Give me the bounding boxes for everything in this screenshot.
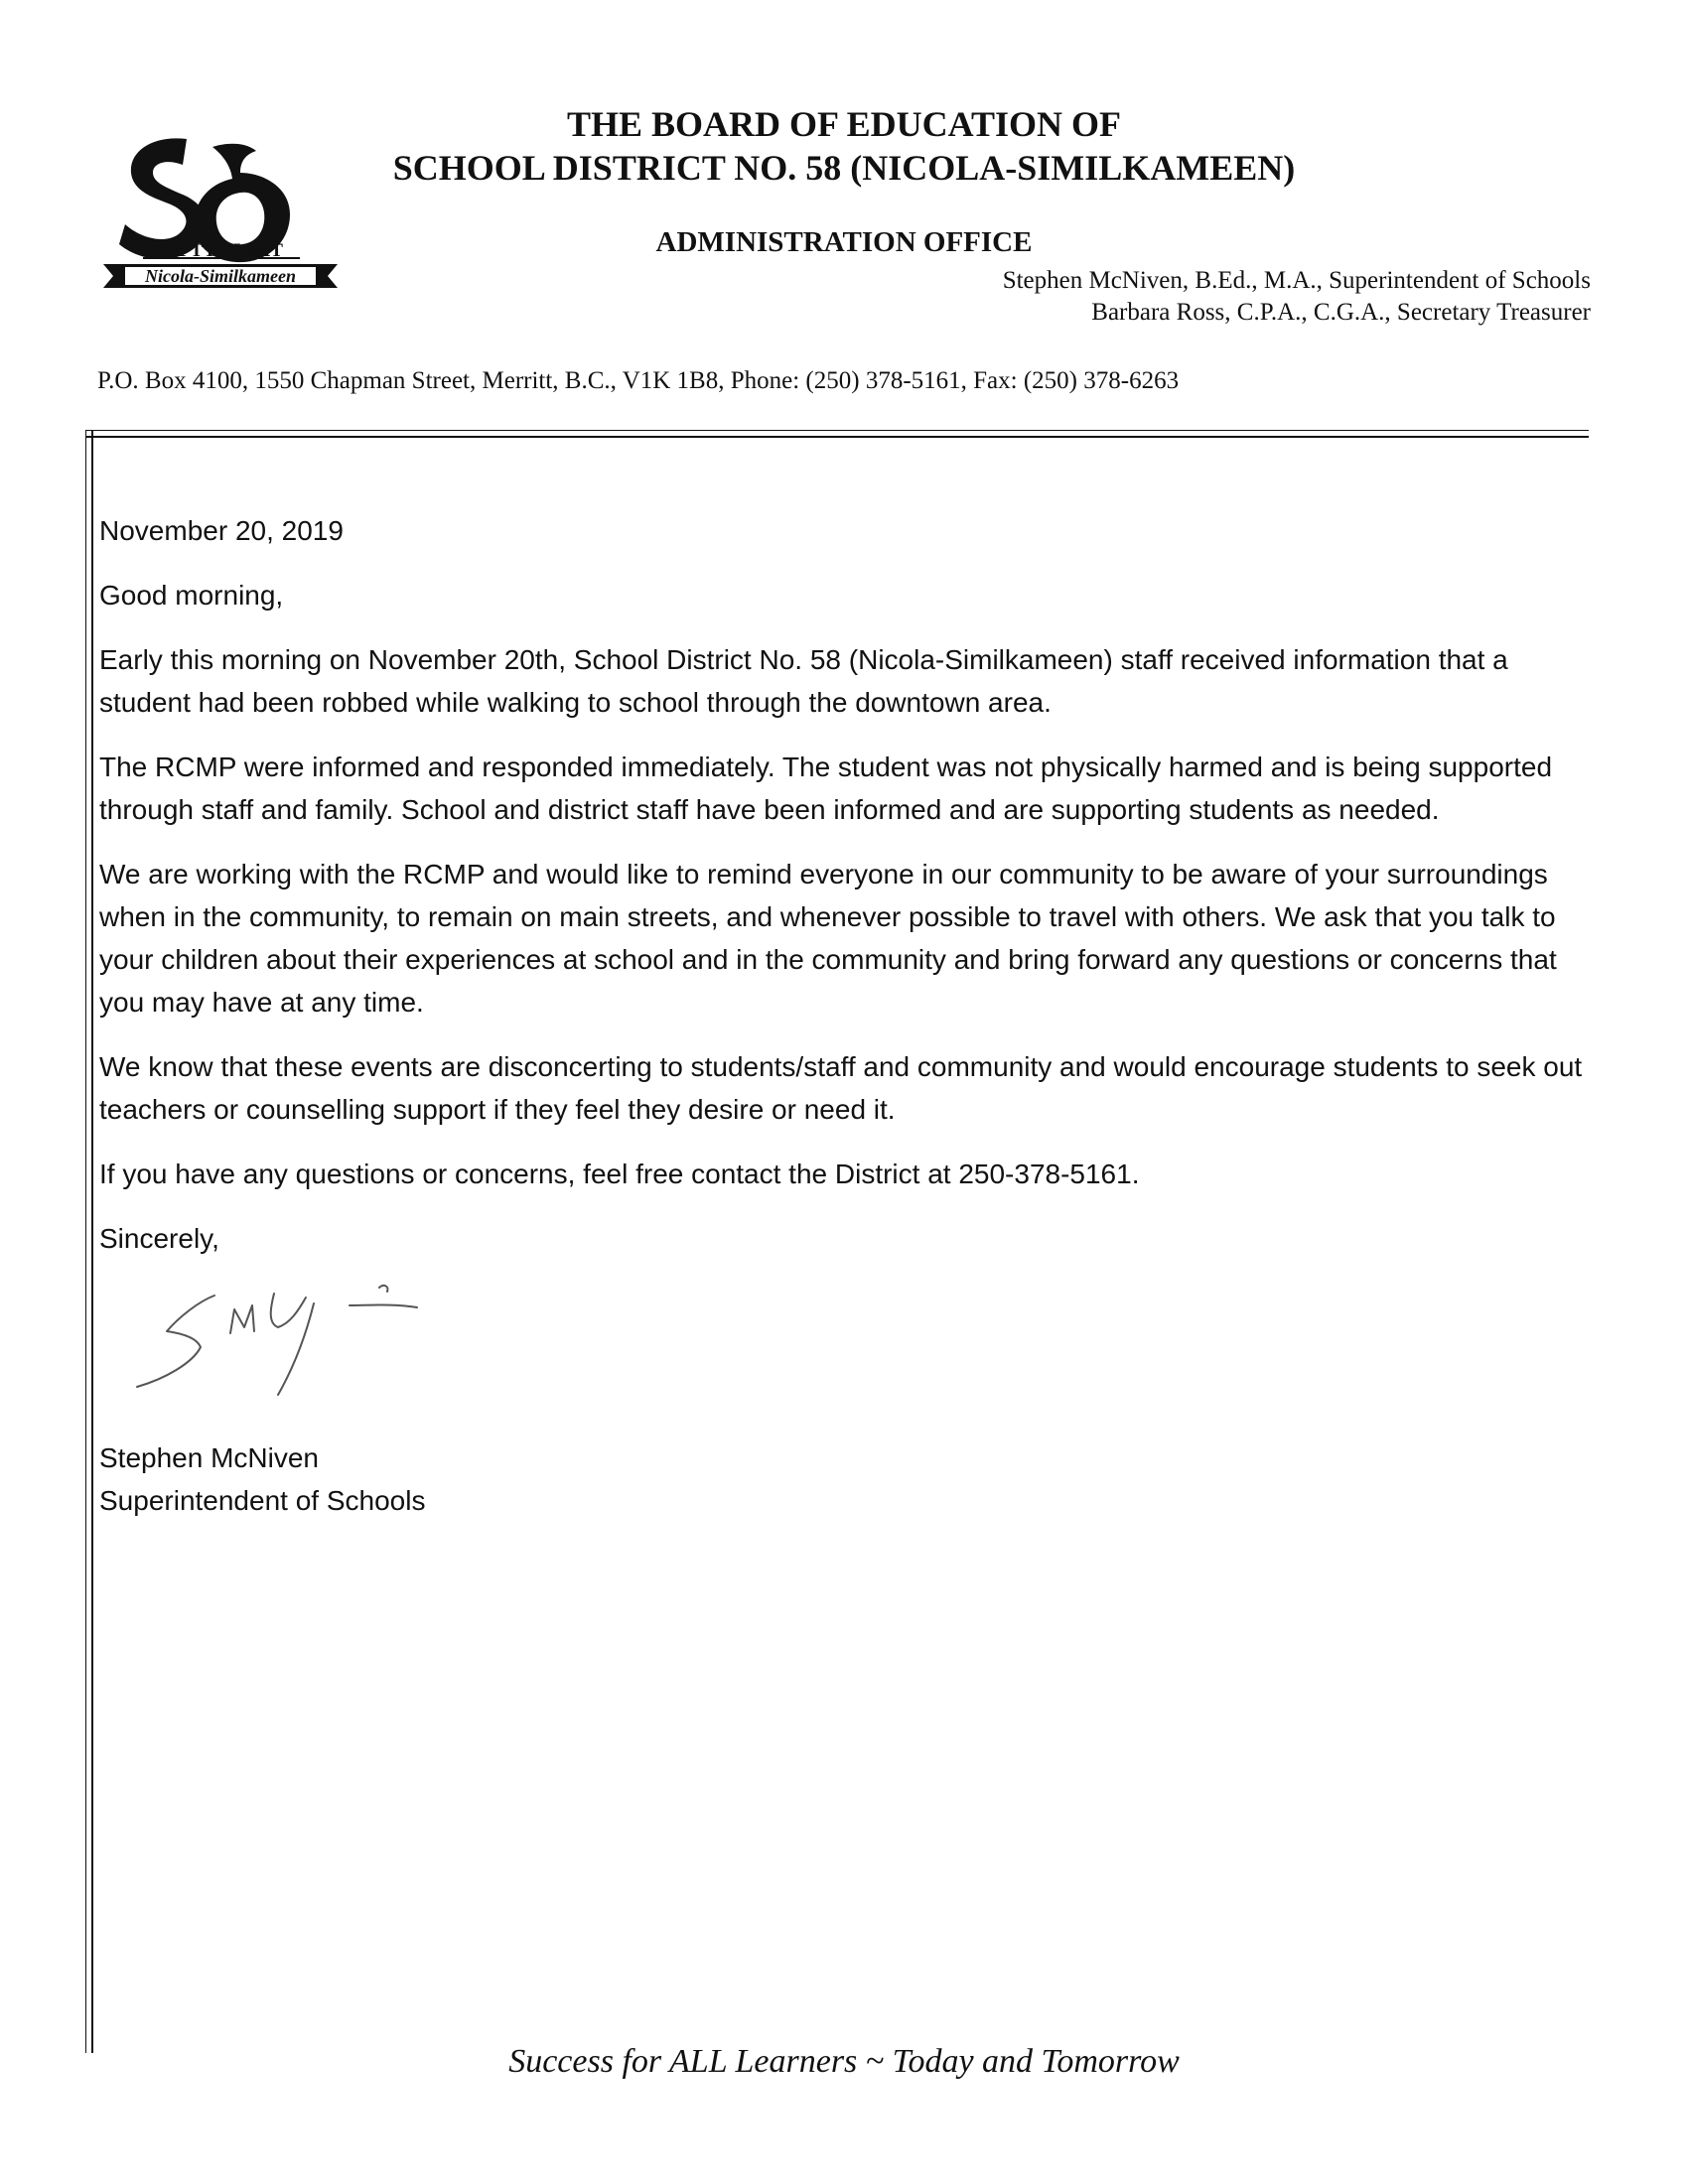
logo-line2: Nicola-Similkameen [145, 266, 296, 286]
header-divider [85, 430, 1589, 438]
letter-paragraph: We know that these events are disconcerting to students/staff and community and would encourage students to seek out teachers or counselling support if they feel they desire or need it. [99, 1051, 1583, 1125]
board-title-line1: THE BOARD OF EDUCATION OF [566, 104, 1122, 144]
letter-paragraph: We are working with the RCMP and would like to remind everyone in our community to be aware of your surroundings when in the community, to remain on main streets, and whenever possible to travel with others. We ask that you talk to your children about their experiences at school and in the community and bring forward any questions or concerns that you may have at any time. [99, 859, 1557, 1018]
handwritten-signature [119, 1276, 447, 1405]
signature-area [99, 1276, 1589, 1425]
officer-superintendent: Stephen McNiven, B.Ed., M.A., Superintendent of Schools [1002, 267, 1591, 294]
letter-date: November 20, 2019 [99, 515, 344, 546]
margin-rule [85, 430, 93, 2053]
officer-secretary-treasurer: Barbara Ross, C.P.A., C.G.A., Secretary Treasurer [1091, 299, 1591, 326]
letter-paragraph: Early this morning on November 20th, School District No. 58 (Nicola-Similkameen) staff received information that a student had been robbed while walking to school through the downtown area. [99, 644, 1508, 718]
letter-body [99, 509, 1589, 1522]
letter-paragraph: If you have any questions or concerns, feel free contact the District at 250-378-5161. [99, 1159, 1140, 1189]
board-title-line2: SCHOOL DISTRICT NO. 58 (NICOLA-SIMILKAMEEN) [392, 148, 1296, 188]
letter-closing: Sincerely, [99, 1223, 219, 1254]
letter-paragraph: The RCMP were informed and responded immediately. The student was not physically harmed and is being supported through staff and family. School and district staff have been informed and are supporting students as needed. [99, 751, 1553, 825]
signer-name: Stephen McNiven [99, 1442, 320, 1473]
contact-address: P.O. Box 4100, 1550 Chapman Street, Merritt, B.C., V1K 1B8, Phone: (250) 378-5161, Fax: (250) 378-6263 [97, 367, 1180, 394]
signer-title: Superintendent of Schools [99, 1485, 426, 1516]
footer-motto: Success for ALL Learners ~ Today and Tomorrow [508, 2043, 1180, 2080]
letter-greeting: Good morning, [99, 580, 284, 611]
office-heading: ADMINISTRATION OFFICE [655, 226, 1033, 258]
logo-line1: FIFTY-EIGHT [160, 240, 283, 261]
